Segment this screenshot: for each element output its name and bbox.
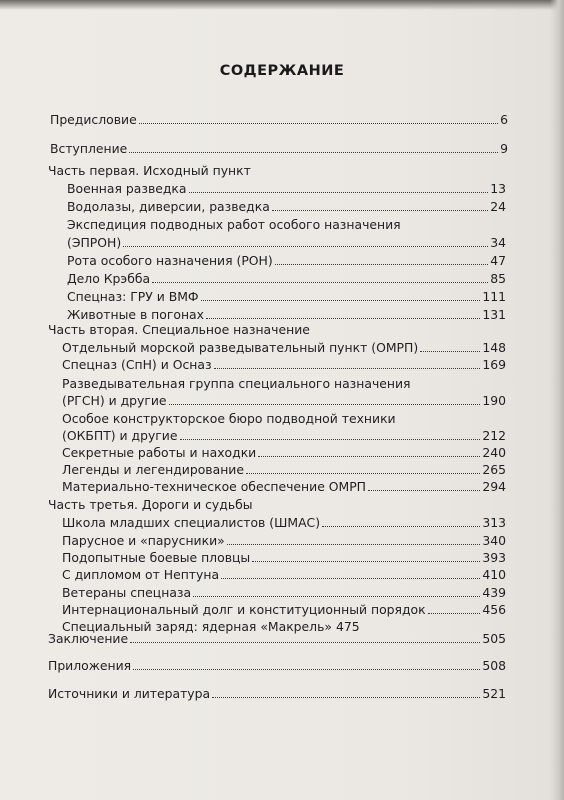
toc-entry-title: Водолазы, диверсии, разведка (67, 199, 270, 214)
toc-leader-dots (169, 403, 481, 405)
toc-entry-title: Заключение (48, 631, 129, 646)
toc-entry-title: Школа младших специалистов (ШМАС) (62, 515, 321, 530)
toc-leader-dots (212, 696, 480, 698)
toc-entry (62, 602, 506, 617)
toc-entry (67, 289, 506, 304)
toc-entry-page: 9 (500, 141, 508, 156)
toc-leader-dots (189, 191, 489, 193)
toc-entry-page: 47 (490, 253, 506, 268)
toc-leader-dots (130, 641, 480, 643)
toc-entry (62, 462, 506, 477)
toc-entry-title: (ОКБПТ) и другие (62, 428, 178, 443)
toc-leader-dots (214, 367, 481, 369)
toc-entry-page: 169 (482, 357, 506, 372)
toc-entry (62, 357, 506, 372)
toc-entry-title: Материально-техническое обеспечение ОМРП (62, 479, 366, 494)
toc-leader-dots (275, 263, 489, 265)
toc-entry-title: Военная разведка (67, 181, 187, 196)
page-title: СОДЕРЖАНИЕ (219, 63, 345, 79)
toc-entry-page: 313 (482, 515, 506, 530)
toc-entry (62, 550, 506, 565)
toc-entry (62, 585, 506, 600)
toc-leader-dots (133, 668, 480, 670)
toc-entry (62, 567, 506, 582)
toc-entry-title: Подопытные боевые пловцы (62, 550, 251, 565)
toc-entry-page: 505 (482, 631, 506, 646)
toc-entry (48, 686, 506, 701)
toc-entry-page: 294 (482, 479, 506, 494)
toc-leader-dots (420, 350, 480, 352)
toc-entry-title: Интернациональный долг и конституционный порядок (62, 602, 426, 617)
toc-entry-page: 85 (490, 271, 506, 286)
toc-leader-dots (272, 209, 488, 211)
toc-leader-dots (193, 595, 480, 597)
toc-entry-title: Источники и литература (48, 686, 211, 701)
toc-entry-title: Легенды и легендирование (62, 462, 244, 477)
toc-entry (67, 271, 506, 286)
toc-entry-page: 340 (482, 533, 506, 548)
toc-entry-title-line: Разведывательная группа специального назначения (62, 376, 411, 391)
toc-entry-title: Вступление (50, 141, 128, 156)
toc-entry-page: 439 (482, 585, 506, 600)
toc-entry-page: 190 (482, 393, 506, 408)
toc-entry (62, 393, 506, 408)
toc-leader-dots (252, 560, 480, 562)
toc-leader-dots (123, 245, 488, 247)
toc-entry-page: 24 (490, 199, 506, 214)
toc-entry (50, 112, 508, 127)
toc-entry-page: 13 (490, 181, 506, 196)
toc-entry-title: Спецназ: ГРУ и ВМФ (67, 289, 199, 304)
toc-leader-dots (322, 525, 480, 527)
toc-entry-page: 212 (482, 428, 506, 443)
toc-entry-title: Предисловие (50, 112, 137, 127)
toc-entry-title: Ветераны спецназа (62, 585, 192, 600)
toc-entry-page: 265 (482, 462, 506, 477)
toc-entry-title-line: Особое конструкторское бюро подводной техники (62, 411, 396, 426)
toc-entry-title: Приложения (48, 658, 132, 673)
toc-entry-page: 148 (482, 340, 506, 355)
toc-entry (67, 181, 506, 196)
toc-entry-title-line: Экспедиция подводных работ особого назначения (67, 217, 401, 232)
toc-leader-dots (129, 151, 498, 153)
toc-entry-title: Животные в погонах (67, 307, 204, 322)
toc-entry-title: Спецназ (СпН) и Осназ (62, 357, 212, 372)
toc-leader-dots (180, 438, 481, 440)
toc-entry-page: 410 (482, 567, 506, 582)
toc-entry (62, 340, 506, 355)
toc-leader-dots (152, 281, 488, 283)
toc-entry (67, 253, 506, 268)
toc-entry-title: Дело Крэбба (67, 271, 151, 286)
toc-entry-title: (ЭПРОН) (67, 235, 122, 250)
toc-entry (62, 428, 506, 443)
toc-leader-dots (221, 577, 480, 579)
toc-leader-dots (428, 612, 481, 614)
toc-entry-page: 34 (490, 235, 506, 250)
toc-entry-page: 131 (482, 307, 506, 322)
toc-entry (62, 445, 506, 460)
toc-entry (67, 235, 506, 250)
toc-entry (48, 658, 506, 673)
toc-entry-page: 456 (482, 602, 506, 617)
toc-entry (67, 307, 506, 322)
toc-entry-title: Отдельный морской разведывательный пункт (ОМРП) (62, 340, 419, 355)
toc-leader-dots (139, 122, 498, 124)
toc-entry (62, 533, 506, 548)
toc-entry (48, 631, 506, 646)
toc-leader-dots (246, 472, 480, 474)
toc-entry-page: 508 (482, 658, 506, 673)
toc-entry-title: Секретные работы и находки (62, 445, 257, 460)
toc-entry-title: Специальный заряд: ядерная «Макрель» (62, 619, 332, 634)
toc-entry-page: 475 (335, 619, 360, 634)
toc-entry-title: Рота особого назначения (РОН) (67, 253, 273, 268)
toc-entry-page: 240 (482, 445, 506, 460)
toc-leader-dots (368, 489, 480, 491)
toc-entry-page: 521 (482, 686, 506, 701)
toc-entry-page: 111 (482, 289, 506, 304)
toc-entry-title: С дипломом от Нептуна (62, 567, 220, 582)
toc-entry-title: (РГСН) и другие (62, 393, 167, 408)
toc-entry-page: 393 (482, 550, 506, 565)
toc-entry (62, 479, 506, 494)
toc-part-heading: Часть третья. Дороги и судьбы (48, 497, 253, 512)
toc-part-heading: Часть вторая. Специальное назначение (48, 322, 310, 337)
toc-entry (67, 199, 506, 214)
toc-part-heading: Часть первая. Исходный пункт (48, 163, 251, 178)
toc-entry-page: 6 (500, 112, 508, 127)
toc-leader-dots (201, 299, 481, 301)
toc-leader-dots (206, 317, 480, 319)
toc-entry (50, 141, 508, 156)
toc-entry (62, 515, 506, 530)
toc-entry-title: Парусное и «парусники» (62, 533, 225, 548)
toc-leader-dots (258, 455, 480, 457)
toc-leader-dots (227, 543, 481, 545)
